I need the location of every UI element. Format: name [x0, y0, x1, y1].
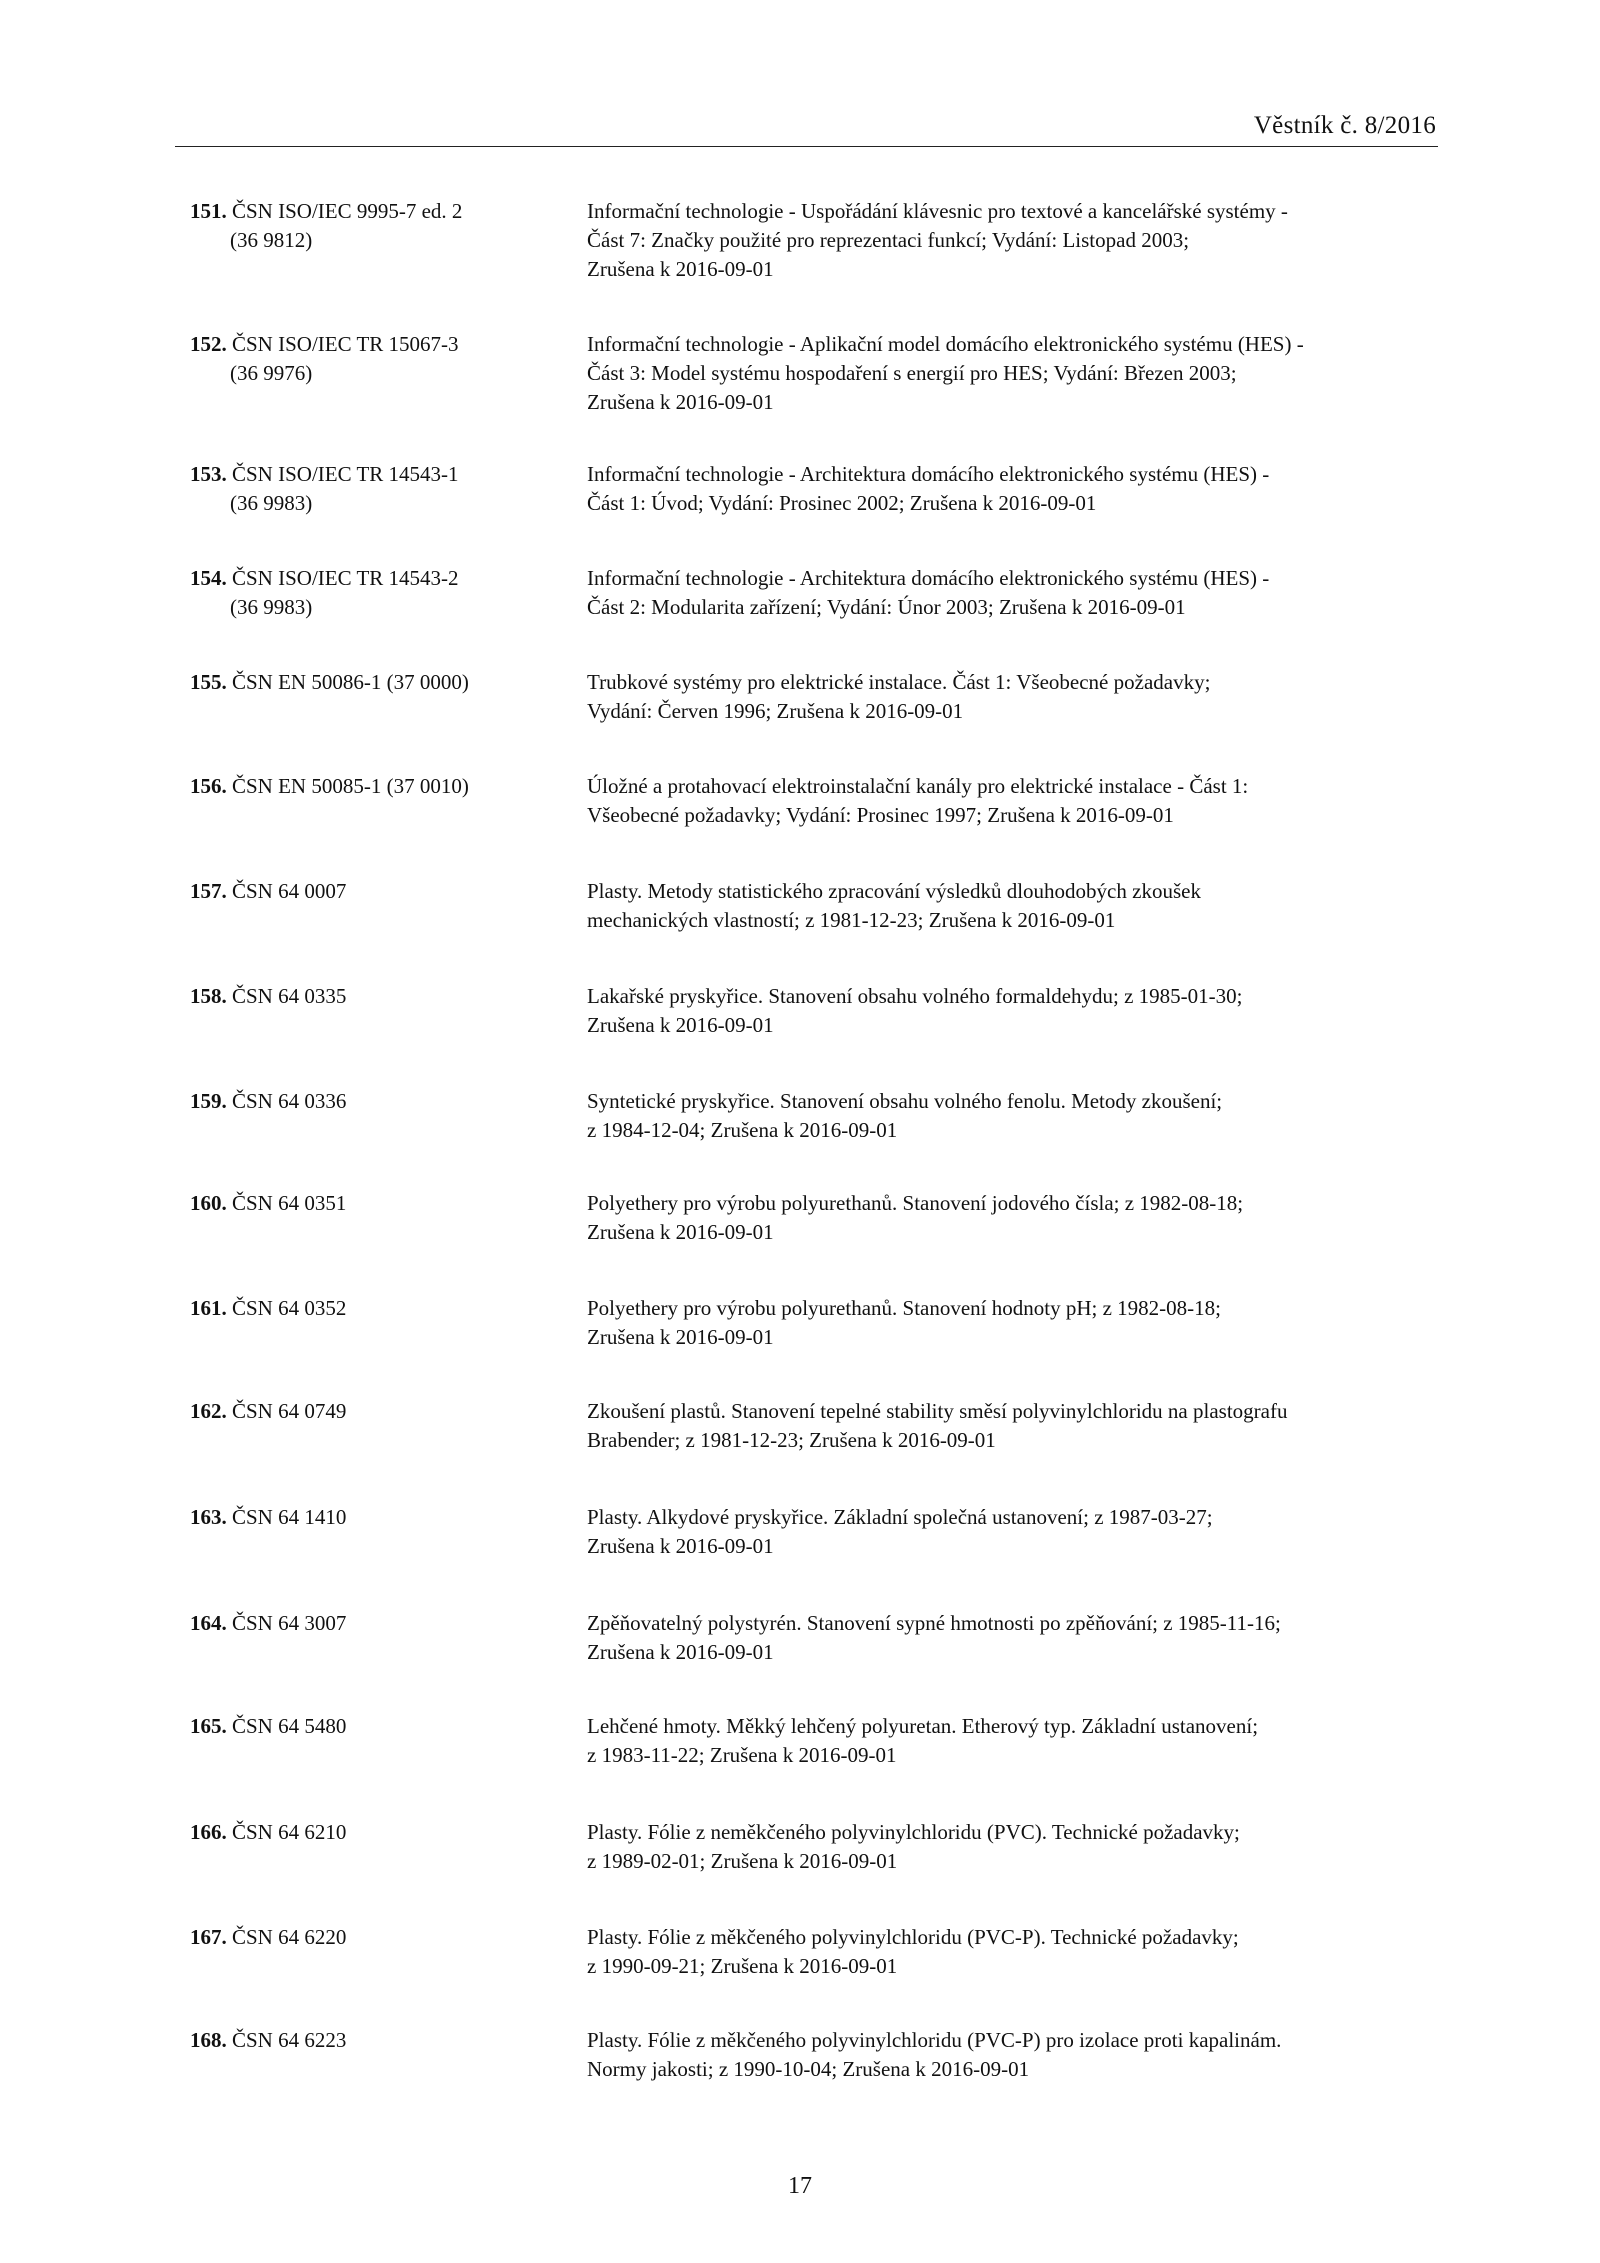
standard-code: ČSN 64 0352	[232, 1296, 347, 1320]
standard-code: ČSN ISO/IEC TR 14543-1	[232, 462, 459, 486]
description-line: Část 1: Úvod; Vydání: Prosinec 2002; Zrušena k 2016-09-01	[587, 491, 1097, 515]
description-line: Část 2: Modularita zařízení; Vydání: Únor 2003; Zrušena k 2016-09-01	[587, 595, 1186, 619]
standard-description	[587, 772, 1437, 830]
standard-code-line	[190, 877, 570, 906]
entry-number: 157.	[190, 879, 227, 903]
description-line: Informační technologie - Architektura domácího elektronického systému (HES) -	[587, 566, 1270, 590]
entry-number: 162.	[190, 1399, 227, 1423]
standard-description	[587, 564, 1437, 622]
standard-code: ČSN EN 50085-1 (37 0010)	[232, 774, 469, 798]
entry-number: 166.	[190, 1820, 227, 1844]
description-line: z 1990-09-21; Zrušena k 2016-09-01	[587, 1954, 898, 1978]
standard-code-line	[190, 1923, 570, 1952]
standard-code: ČSN 64 6220	[232, 1925, 347, 1949]
description-line: Informační technologie - Architektura domácího elektronického systému (HES) -	[587, 462, 1270, 486]
standard-code-line	[190, 982, 570, 1011]
standard-code: ČSN 64 0351	[232, 1191, 347, 1215]
classification-code: (36 9812)	[230, 228, 313, 252]
standard-description	[587, 197, 1437, 284]
standard-designation	[190, 1712, 570, 1741]
standard-description	[587, 460, 1437, 518]
description-line: Trubkové systémy pro elektrické instalace. Část 1: Všeobecné požadavky;	[587, 670, 1211, 694]
standard-description	[587, 877, 1437, 935]
standard-designation	[190, 197, 570, 255]
entry-number: 151.	[190, 199, 227, 223]
page-number: 17	[788, 2173, 812, 2199]
standard-description	[587, 2026, 1437, 2084]
description-line: Plasty. Fólie z neměkčeného polyvinylchloridu (PVC). Technické požadavky;	[587, 1820, 1240, 1844]
entry-number: 161.	[190, 1296, 227, 1320]
standard-designation	[190, 1923, 570, 1952]
standard-description	[587, 1818, 1437, 1876]
entry-number: 160.	[190, 1191, 227, 1215]
standard-code-line	[190, 1087, 570, 1116]
description-line: Část 7: Značky použité pro reprezentaci funkcí; Vydání: Listopad 2003;	[587, 228, 1190, 252]
description-line: Brabender; z 1981-12-23; Zrušena k 2016-09-01	[587, 1428, 996, 1452]
page-header	[175, 108, 1438, 147]
standard-designation	[190, 1503, 570, 1532]
standard-code: ČSN 64 1410	[232, 1505, 347, 1529]
standard-description	[587, 1397, 1437, 1455]
journal-title: Věstník č. 8/2016	[1253, 112, 1436, 139]
standard-code: ČSN 64 0007	[232, 879, 347, 903]
entry-number: 156.	[190, 774, 227, 798]
description-line: Polyethery pro výrobu polyurethanů. Stanovení jodového čísla; z 1982-08-18;	[587, 1191, 1244, 1215]
description-line: Normy jakosti; z 1990-10-04; Zrušena k 2016-09-01	[587, 2057, 1030, 2081]
standard-code: ČSN 64 0749	[232, 1399, 347, 1423]
standard-designation	[190, 1818, 570, 1847]
standard-designation	[190, 772, 570, 801]
entry-number: 164.	[190, 1611, 227, 1635]
standard-description	[587, 1087, 1437, 1145]
description-line: z 1984-12-04; Zrušena k 2016-09-01	[587, 1118, 898, 1142]
standard-designation	[190, 2026, 570, 2055]
description-line: Lehčené hmoty. Měkký lehčený polyuretan. Etherový typ. Základní ustanovení;	[587, 1714, 1259, 1738]
description-line: Polyethery pro výrobu polyurethanů. Stanovení hodnoty pH; z 1982-08-18;	[587, 1296, 1221, 1320]
entry-number: 165.	[190, 1714, 227, 1738]
standard-code-line	[190, 197, 570, 226]
description-line: Plasty. Alkydové pryskyřice. Základní společná ustanovení; z 1987-03-27;	[587, 1505, 1213, 1529]
standard-description	[587, 1923, 1437, 1981]
standard-code-line	[190, 668, 570, 697]
entry-number: 168.	[190, 2028, 227, 2052]
standard-code-line	[190, 1189, 570, 1218]
description-line: z 1983-11-22; Zrušena k 2016-09-01	[587, 1743, 897, 1767]
description-line: Zpěňovatelný polystyrén. Stanovení sypné hmotnosti po zpěňování; z 1985-11-16;	[587, 1611, 1281, 1635]
description-line: Vydání: Červen 1996; Zrušena k 2016-09-01	[587, 699, 964, 723]
description-line: Lakařské pryskyřice. Stanovení obsahu volného formaldehydu; z 1985-01-30;	[587, 984, 1243, 1008]
standard-code-line	[190, 1397, 570, 1426]
classification-code: (36 9983)	[230, 595, 313, 619]
standard-code-line	[190, 564, 570, 593]
standard-designation	[190, 877, 570, 906]
standard-code-line	[190, 2026, 570, 2055]
description-line: Informační technologie - Aplikační model domácího elektronického systému (HES) -	[587, 332, 1304, 356]
description-line: Zrušena k 2016-09-01	[587, 1640, 774, 1664]
standard-description	[587, 1189, 1437, 1247]
entry-number: 167.	[190, 1925, 227, 1949]
standard-designation	[190, 668, 570, 697]
entry-number: 154.	[190, 566, 227, 590]
entry-number: 163.	[190, 1505, 227, 1529]
standard-designation	[190, 1087, 570, 1116]
standard-code: ČSN 64 0335	[232, 984, 347, 1008]
classification-code: (36 9983)	[230, 491, 313, 515]
description-line: Zrušena k 2016-09-01	[587, 1220, 774, 1244]
entry-number: 159.	[190, 1089, 227, 1113]
standard-designation	[190, 1294, 570, 1323]
standard-description	[587, 668, 1437, 726]
standard-designation	[190, 1609, 570, 1638]
description-line: z 1989-02-01; Zrušena k 2016-09-01	[587, 1849, 898, 1873]
description-line: Úložné a protahovací elektroinstalační kanály pro elektrické instalace - Část 1:	[587, 774, 1249, 798]
description-line: Plasty. Metody statistického zpracování výsledků dlouhodobých zkoušek	[587, 879, 1201, 903]
standard-description	[587, 1609, 1437, 1667]
standard-code: ČSN 64 6223	[232, 2028, 347, 2052]
entry-number: 152.	[190, 332, 227, 356]
standard-description	[587, 1712, 1437, 1770]
standard-code: ČSN ISO/IEC TR 14543-2	[232, 566, 459, 590]
standard-code-line	[190, 1294, 570, 1323]
entry-number: 158.	[190, 984, 227, 1008]
standard-code-line	[190, 1818, 570, 1847]
description-line: Zrušena k 2016-09-01	[587, 1534, 774, 1558]
standard-designation	[190, 460, 570, 518]
standard-code: ČSN 64 5480	[232, 1714, 347, 1738]
entry-number: 153.	[190, 462, 227, 486]
standard-description	[587, 1294, 1437, 1352]
description-line: Plasty. Fólie z měkčeného polyvinylchloridu (PVC-P) pro izolace proti kapalinám.	[587, 2028, 1282, 2052]
description-line: Všeobecné požadavky; Vydání: Prosinec 1997; Zrušena k 2016-09-01	[587, 803, 1174, 827]
description-line: Část 3: Model systému hospodaření s energií pro HES; Vydání: Březen 2003;	[587, 361, 1237, 385]
description-line: Syntetické pryskyřice. Stanovení obsahu volného fenolu. Metody zkoušení;	[587, 1089, 1223, 1113]
standard-code: ČSN 64 0336	[232, 1089, 347, 1113]
standard-designation	[190, 330, 570, 388]
standard-code-line	[190, 1609, 570, 1638]
standard-code-line	[190, 330, 570, 359]
description-line: Zrušena k 2016-09-01	[587, 1013, 774, 1037]
description-line: Zkoušení plastů. Stanovení tepelné stability směsí polyvinylchloridu na plastografu	[587, 1399, 1288, 1423]
standard-description	[587, 1503, 1437, 1561]
standard-code: ČSN 64 3007	[232, 1611, 347, 1635]
description-line: Zrušena k 2016-09-01	[587, 1325, 774, 1349]
standard-description	[587, 330, 1437, 417]
description-line: Zrušena k 2016-09-01	[587, 257, 774, 281]
standard-code: ČSN ISO/IEC 9995-7 ed. 2	[232, 199, 463, 223]
standard-code: ČSN ISO/IEC TR 15067-3	[232, 332, 459, 356]
standard-description	[587, 982, 1437, 1040]
description-line: Zrušena k 2016-09-01	[587, 390, 774, 414]
description-line: Plasty. Fólie z měkčeného polyvinylchloridu (PVC-P). Technické požadavky;	[587, 1925, 1239, 1949]
standard-code-line	[190, 772, 570, 801]
standard-designation	[190, 564, 570, 622]
standard-designation	[190, 1189, 570, 1218]
description-line: Informační technologie - Uspořádání klávesnic pro textové a kancelářské systémy -	[587, 199, 1288, 223]
standard-code-line	[190, 460, 570, 489]
standard-code-line	[190, 1503, 570, 1532]
classification-code: (36 9976)	[230, 361, 313, 385]
standard-designation	[190, 1397, 570, 1426]
description-line: mechanických vlastností; z 1981-12-23; Zrušena k 2016-09-01	[587, 908, 1116, 932]
standard-code-line	[190, 1712, 570, 1741]
entry-number: 155.	[190, 670, 227, 694]
standard-code: ČSN EN 50086-1 (37 0000)	[232, 670, 469, 694]
standard-code: ČSN 64 6210	[232, 1820, 347, 1844]
standard-designation	[190, 982, 570, 1011]
